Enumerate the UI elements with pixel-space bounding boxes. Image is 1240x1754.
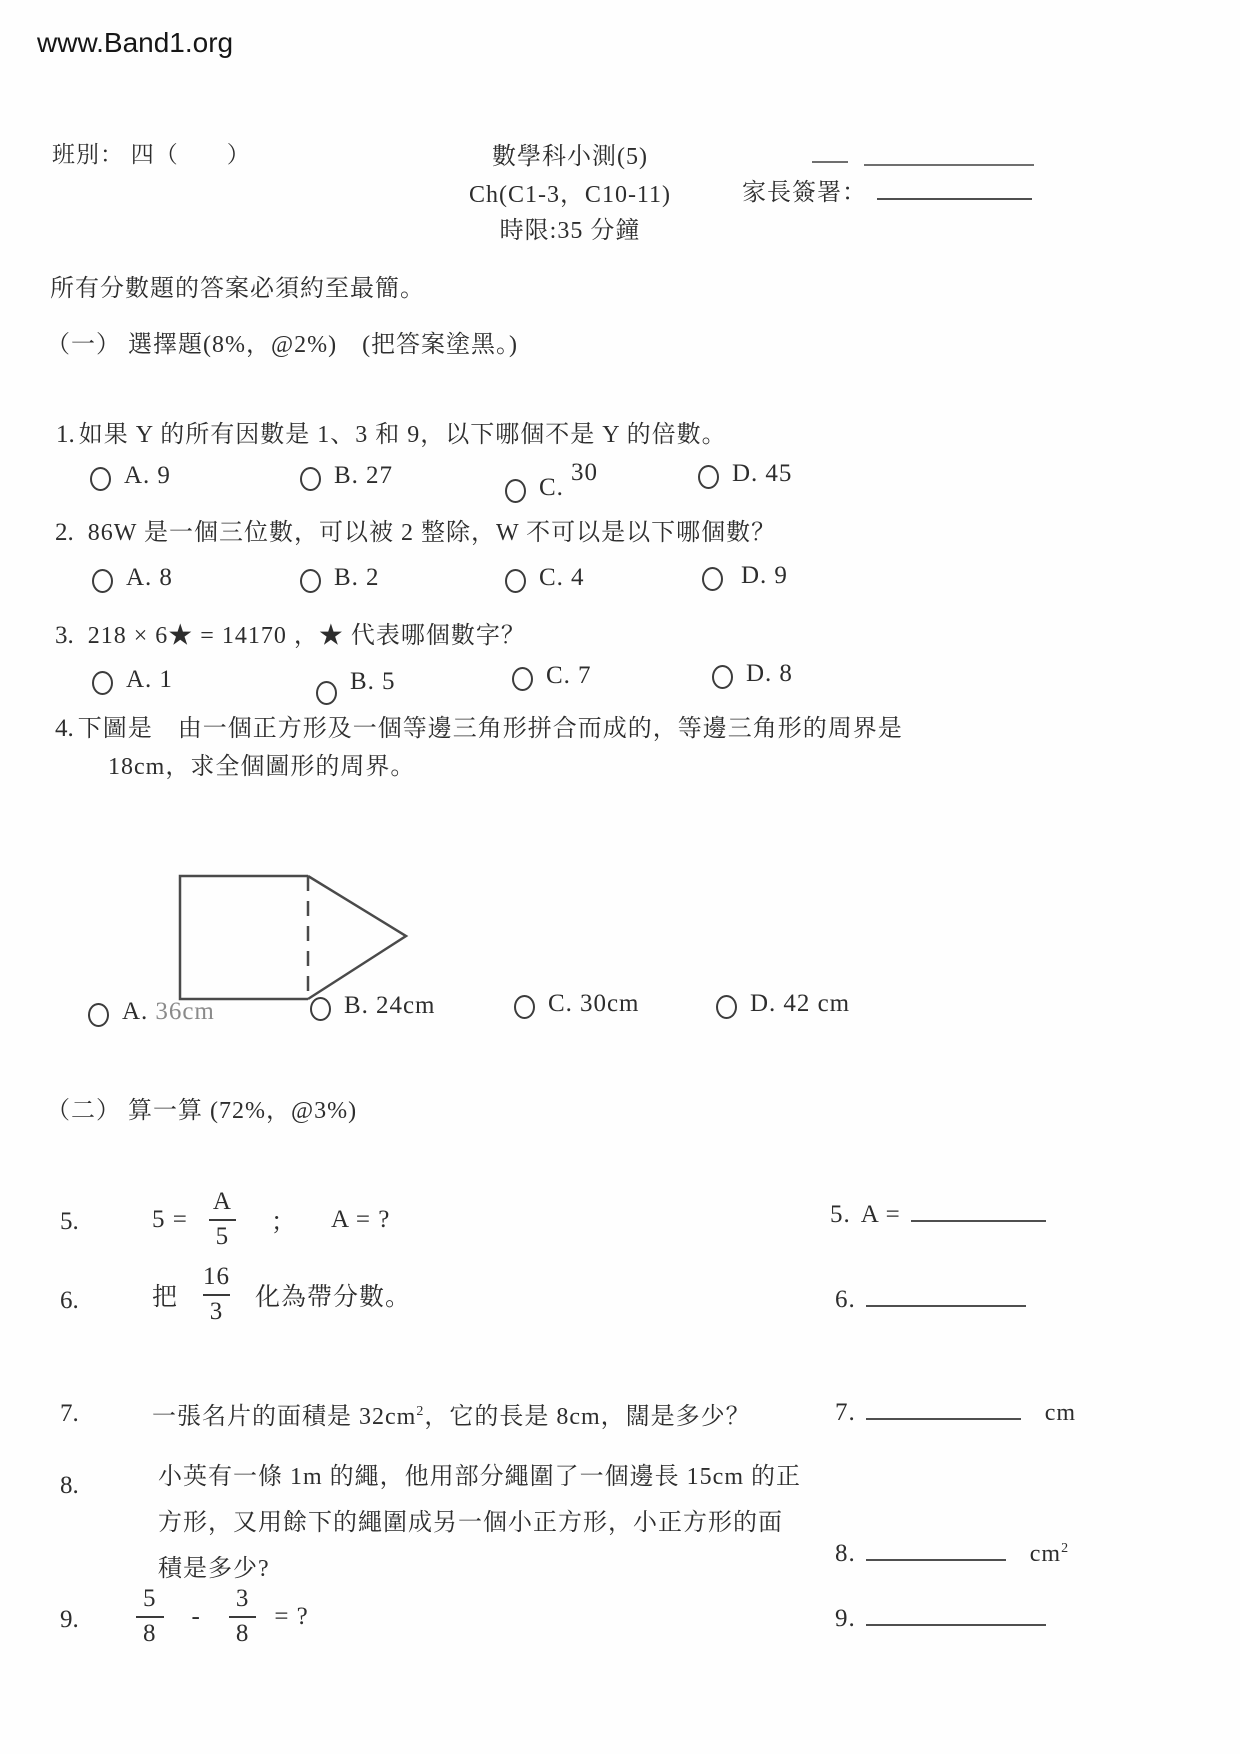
answer-bubble[interactable]: [716, 995, 737, 1019]
option-letter: A.: [124, 462, 151, 489]
option-letter: C.: [548, 990, 573, 1017]
question-9-number: 9.: [60, 1606, 79, 1633]
q7-superscript: 2: [416, 1404, 425, 1419]
q7-text-after-sup: ，它的長是 8cm，闊是多少？: [424, 1404, 751, 1430]
answer-bubble[interactable]: [698, 465, 719, 489]
class-label: 班別： 四（ ）: [52, 142, 251, 167]
option-value: 36cm: [155, 998, 215, 1025]
q9-operator: -: [191, 1603, 201, 1630]
parent-signature-line[interactable]: [877, 174, 1032, 200]
q1-option-c: [505, 459, 598, 503]
q5-separator: ；: [270, 1209, 297, 1236]
option-value: 8: [779, 660, 793, 687]
answer-bubble[interactable]: [702, 567, 723, 591]
part2-heading: （二） 算一算 (72%，@3%): [46, 1098, 358, 1124]
answer-bubble[interactable]: [505, 569, 526, 593]
option-value: 5: [381, 668, 396, 695]
option-value: 7: [577, 662, 592, 689]
question-7-text: [152, 1396, 751, 1431]
question-1-number: 1.: [56, 421, 75, 448]
question-6-number: 6.: [60, 1287, 79, 1314]
question-4-number: 4.: [55, 715, 74, 742]
option-value: 9: [774, 562, 788, 589]
scan-artifact-line: [812, 161, 848, 163]
option-letter: D.: [741, 562, 768, 589]
fraction-numerator: 3: [235, 1585, 250, 1613]
q3-option-a: [92, 666, 173, 695]
answer-7-unit: cm: [1044, 1400, 1077, 1426]
option-value: 27: [365, 462, 393, 489]
option-value: 4: [570, 564, 585, 591]
fraction-denominator: 8: [136, 1616, 164, 1649]
option-letter: B.: [334, 462, 359, 489]
option-letter: B.: [350, 668, 375, 695]
answer-bubble[interactable]: [512, 667, 533, 691]
question-4-text-line1: 下圖是 由一個正方形及一個等邊三角形拼合而成的，等邊三角形的周界是: [77, 716, 903, 742]
answer-bubble[interactable]: [316, 681, 337, 705]
figure-square-triangle: [168, 866, 428, 1011]
q3-option-d: [712, 660, 793, 689]
q4-option-b: [310, 992, 435, 1021]
q1-option-b: [300, 462, 393, 491]
test-title: 數學科小測(5): [492, 144, 648, 170]
question-9-expression: [136, 1572, 327, 1662]
q9-suffix: = ?: [274, 1603, 309, 1630]
answer-row-9: [835, 1600, 1056, 1633]
q7-text-before-sup: 一張名片的面積是 32cm: [152, 1404, 417, 1430]
option-value: 24cm: [375, 992, 436, 1019]
answer-9-number: 9.: [835, 1605, 856, 1632]
q3-option-b: [316, 668, 396, 705]
q3-option-c: [512, 662, 591, 691]
question-1-text: 如果 Y 的所有因數是 1、3 和 9，以下哪個不是 Y 的倍數。: [78, 422, 727, 448]
question-8-line2: 方形，又用餘下的繩圍成另一個小正方形，小正方形的面: [158, 1510, 783, 1536]
option-letter: A.: [122, 998, 149, 1025]
question-2-number: 2.: [55, 519, 74, 546]
square-outline: [180, 876, 308, 999]
q2-option-b: [300, 564, 379, 593]
watermark-band1: www.Band1.org: [37, 27, 234, 58]
answer-bubble[interactable]: [310, 997, 331, 1021]
answer-bubble[interactable]: [300, 569, 321, 593]
q9-fraction-2: [229, 1585, 257, 1649]
q2-option-d: [702, 562, 788, 591]
answer-6-blank[interactable]: [866, 1281, 1026, 1307]
option-letter: D.: [750, 990, 777, 1017]
q4-option-a: [88, 998, 215, 1027]
fraction-numerator: 16: [203, 1263, 231, 1291]
answer-bubble[interactable]: [92, 569, 113, 593]
option-letter: C.: [539, 474, 564, 501]
test-time-limit: 時限:35 分鐘: [499, 218, 641, 244]
question-5-expression: [152, 1180, 408, 1260]
q4-option-d: [716, 990, 850, 1019]
question-3-number: 3.: [55, 622, 74, 649]
fraction-denominator: 5: [209, 1219, 237, 1252]
parent-signature-label: 家長簽署：: [742, 180, 867, 206]
option-value: 1: [159, 666, 173, 693]
part1-heading: （一） 選擇題(8%，@2%) (把答案塗黑。): [46, 332, 519, 358]
q1-option-a: [90, 462, 171, 491]
option-value: 30cm: [579, 990, 640, 1017]
option-letter: B.: [344, 992, 369, 1019]
fraction-numerator: A: [212, 1188, 232, 1216]
parent-signature-row: [742, 172, 1042, 207]
answer-bubble[interactable]: [712, 665, 733, 689]
question-7-number: 7.: [60, 1400, 79, 1427]
answer-6-number: 6.: [835, 1286, 856, 1313]
option-letter: D.: [746, 660, 773, 687]
answer-5-number: 5.: [830, 1201, 851, 1228]
question-2-text: 86W 是一個三位數，可以被 2 整除，W 不可以是以下哪個數？: [87, 520, 777, 546]
option-value: 9: [157, 462, 171, 489]
question-6-expression: [152, 1252, 429, 1338]
question-8-line3: 積是多少?: [158, 1556, 270, 1582]
option-letter: C.: [546, 662, 571, 689]
question-8-line1: 小英有一條 1m 的繩，他用部分繩圍了一個邊長 15cm 的正: [158, 1464, 801, 1490]
answer-bubble[interactable]: [92, 671, 113, 695]
q6-prefix: 把: [152, 1284, 179, 1311]
option-value: 45: [765, 460, 793, 487]
option-letter: B.: [334, 564, 359, 591]
q6-fraction: [196, 1263, 237, 1327]
answer-row-8: [835, 1535, 1079, 1568]
question-3-text: 218 × 6★ = 14170 ，★ 代表哪個數字？: [87, 623, 526, 649]
q1-option-d: [698, 460, 792, 489]
question-2: [55, 512, 776, 547]
option-value: 42 cm: [783, 990, 851, 1017]
question-4: [55, 708, 903, 743]
answer-9-blank[interactable]: [866, 1600, 1046, 1626]
question-4-text-line2: 18cm，求全個圖形的周界。: [108, 754, 416, 780]
question-8-number: 8.: [60, 1472, 79, 1499]
option-letter: C.: [539, 564, 564, 591]
fraction-denominator: 8: [229, 1616, 257, 1649]
answer-row-5: [830, 1196, 1056, 1229]
answer-bubble[interactable]: [514, 995, 535, 1019]
instruction-text: 所有分數題的答案必須約至最簡。: [50, 276, 425, 302]
fraction-numerator: 5: [143, 1585, 157, 1613]
question-3: [55, 615, 526, 650]
answer-bubble[interactable]: [300, 467, 321, 491]
answer-row-7: [835, 1394, 1086, 1427]
q2-option-c: [505, 564, 584, 593]
answer-bubble[interactable]: [88, 1003, 109, 1027]
question-1: [56, 414, 727, 449]
option-value: 2: [365, 564, 380, 591]
answer-5-label: A =: [860, 1201, 901, 1228]
q6-suffix: 化為帶分數。: [255, 1284, 412, 1311]
q9-fraction-1: [136, 1585, 164, 1649]
question-5-number: 5.: [60, 1208, 79, 1235]
answer-8-unit: $cm^2$: [1029, 1541, 1070, 1567]
answer-5-blank[interactable]: [911, 1196, 1046, 1222]
option-value: 8: [159, 564, 173, 591]
answer-8-number: 8.: [835, 1540, 856, 1567]
answer-8-blank[interactable]: [866, 1535, 1006, 1561]
q5-eq-right: A = ?: [330, 1206, 391, 1233]
answer-7-number: 7.: [835, 1399, 856, 1426]
q5-eq-left: 5 =: [152, 1206, 188, 1233]
test-chapters: Ch(C1-3，C10-11): [468, 182, 672, 208]
answer-7-blank[interactable]: [866, 1394, 1021, 1420]
q5-fraction: [206, 1188, 239, 1252]
q4-option-c: [514, 990, 639, 1019]
fraction-denominator: 3: [203, 1294, 231, 1327]
option-letter: A.: [126, 666, 153, 693]
option-letter: D.: [732, 460, 759, 487]
answer-bubble[interactable]: [505, 479, 526, 503]
scan-artifact-line: [864, 164, 1034, 166]
q2-option-a: [92, 564, 173, 593]
answer-row-6: [835, 1281, 1036, 1314]
option-letter: A.: [126, 564, 153, 591]
triangle-outline: [308, 876, 406, 999]
option-value: 30: [570, 459, 598, 486]
answer-bubble[interactable]: [90, 467, 111, 491]
